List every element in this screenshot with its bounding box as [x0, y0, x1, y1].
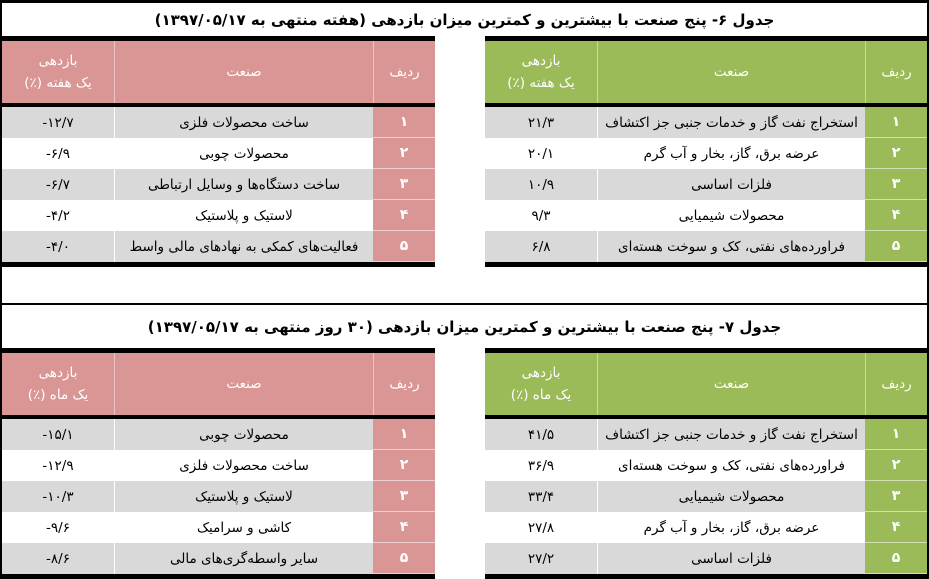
rank-cell: ۱ — [865, 419, 927, 450]
table-row — [485, 138, 927, 169]
value-cell: -۱۲/۷ — [2, 107, 114, 138]
value-cell: -۱۰/۳ — [2, 481, 114, 512]
value-header-line2: یک هفته (٪) — [24, 75, 92, 91]
industry-cell: محصولات شیمیایی — [597, 200, 865, 231]
value-cell: ۲۰/۱ — [485, 138, 597, 169]
value-cell: -۶/۹ — [2, 138, 114, 169]
value-cell: ۲۷/۲ — [485, 543, 597, 574]
value-header-line2: یک ماه (٪) — [27, 387, 89, 403]
table-row — [2, 450, 435, 481]
table7-pair — [2, 348, 927, 579]
value-header-line1: بازدهی — [38, 52, 78, 69]
value-header — [2, 41, 114, 103]
rank-cell: ۲ — [865, 450, 927, 481]
rank-header: ردیف — [373, 41, 435, 103]
table-row — [2, 107, 435, 138]
rank-cell: ۴ — [865, 200, 927, 231]
table-row — [2, 200, 435, 231]
value-header-line1: بازدهی — [38, 364, 78, 381]
rank-cell: ۴ — [373, 200, 435, 231]
industry-cell: ساخت محصولات فلزی — [114, 107, 373, 138]
rank-cell: ۴ — [373, 512, 435, 543]
table-row — [2, 169, 435, 200]
value-cell: ۹/۳ — [485, 200, 597, 231]
rank-cell: ۱ — [373, 419, 435, 450]
rank-cell: ۳ — [865, 169, 927, 200]
table-gap — [435, 348, 485, 579]
table-row — [485, 169, 927, 200]
table-row — [2, 481, 435, 512]
value-header-line1: بازدهی — [521, 364, 561, 381]
rank-cell: ۱ — [865, 107, 927, 138]
rank-cell: ۵ — [373, 231, 435, 262]
table-row — [485, 107, 927, 138]
value-cell: -۶/۷ — [2, 169, 114, 200]
rank-cell: ۳ — [373, 481, 435, 512]
table6-pair — [2, 36, 927, 267]
table-row — [2, 543, 435, 574]
value-header — [2, 353, 114, 415]
value-cell: ۶/۸ — [485, 231, 597, 262]
value-cell: ۲۷/۸ — [485, 512, 597, 543]
industry-cell: ساخت محصولات فلزی — [114, 450, 373, 481]
value-cell: -۱۵/۱ — [2, 419, 114, 450]
industry-cell: عرضه برق، گاز، بخار و آب گرم — [597, 138, 865, 169]
rank-cell: ۵ — [865, 231, 927, 262]
industry-cell: فراورده‌های نفتی، کک و سوخت هسته‌ای — [597, 231, 865, 262]
section-spacer — [2, 267, 927, 303]
value-cell: ۳۳/۴ — [485, 481, 597, 512]
table-gap — [435, 36, 485, 267]
table-row — [485, 450, 927, 481]
industry-cell: ساخت دستگاه‌ها و وسایل ارتباطی — [114, 169, 373, 200]
industry-header: صنعت — [597, 41, 865, 103]
rank-header: ردیف — [865, 41, 927, 103]
rank-cell: ۲ — [373, 450, 435, 481]
table-row — [485, 481, 927, 512]
table6-highest-returns-table — [485, 36, 927, 267]
industry-cell: فعالیت‌های کمکی به نهادهای مالی واسط — [114, 231, 373, 262]
industry-header: صنعت — [597, 353, 865, 415]
industry-cell: کاشی و سرامیک — [114, 512, 373, 543]
industry-header: صنعت — [114, 41, 373, 103]
industry-cell: محصولات چوبی — [114, 138, 373, 169]
table-row — [2, 419, 435, 450]
value-header-line2: یک ماه (٪) — [510, 387, 572, 403]
table-header-row — [485, 353, 927, 419]
table-row — [485, 419, 927, 450]
industry-cell: محصولات شیمیایی — [597, 481, 865, 512]
value-cell: -۹/۶ — [2, 512, 114, 543]
rank-header: ردیف — [373, 353, 435, 415]
table-row — [2, 512, 435, 543]
industry-cell: لاستیک و پلاستیک — [114, 481, 373, 512]
rank-header: ردیف — [865, 353, 927, 415]
value-cell: ۳۶/۹ — [485, 450, 597, 481]
value-header — [485, 353, 597, 415]
table-body — [485, 419, 927, 574]
rank-cell: ۳ — [865, 481, 927, 512]
industry-cell: لاستیک و پلاستیک — [114, 200, 373, 231]
industry-cell: فلزات اساسی — [597, 169, 865, 200]
industry-cell: فراورده‌های نفتی، کک و سوخت هسته‌ای — [597, 450, 865, 481]
value-header — [485, 41, 597, 103]
value-header-line2: یک هفته (٪) — [507, 75, 575, 91]
table-body — [485, 107, 927, 262]
table-header-row — [485, 41, 927, 107]
rank-cell: ۳ — [373, 169, 435, 200]
industry-cell: استخراج نفت گاز و خدمات جنبی جز اکتشاف — [597, 419, 865, 450]
industry-cell: سایر واسطه‌گری‌های مالی — [114, 543, 373, 574]
rank-cell: ۴ — [865, 512, 927, 543]
value-cell: ۲۱/۳ — [485, 107, 597, 138]
table7-title: جدول ۷- پنج صنعت با بیشترین و کمترین میزان بازدهی (۳۰ روز منتهی به ۱۳۹۷/۰۵/۱۷) — [2, 303, 927, 348]
value-cell: ۴۱/۵ — [485, 419, 597, 450]
table6-lowest-returns-table — [2, 36, 435, 267]
table-body — [2, 107, 435, 262]
rank-cell: ۵ — [373, 543, 435, 574]
table7-highest-returns-table — [485, 348, 927, 579]
table6-title: جدول ۶- پنج صنعت با بیشترین و کمترین میزان بازدهی (هفته منتهی به ۱۳۹۷/۰۵/۱۷) — [2, 0, 927, 36]
industry-cell: محصولات چوبی — [114, 419, 373, 450]
industry-cell: عرضه برق، گاز، بخار و آب گرم — [597, 512, 865, 543]
table-header-row — [2, 41, 435, 107]
table-row — [485, 512, 927, 543]
value-cell: ۱۰/۹ — [485, 169, 597, 200]
table7-lowest-returns-table — [2, 348, 435, 579]
rank-cell: ۲ — [373, 138, 435, 169]
value-cell: -۴/۲ — [2, 200, 114, 231]
value-cell: -۴/۰ — [2, 231, 114, 262]
table-row — [2, 138, 435, 169]
industry-cell: فلزات اساسی — [597, 543, 865, 574]
industry-header: صنعت — [114, 353, 373, 415]
value-cell: -۱۲/۹ — [2, 450, 114, 481]
rank-cell: ۱ — [373, 107, 435, 138]
table-row — [2, 231, 435, 262]
table-body — [2, 419, 435, 574]
table-row — [485, 231, 927, 262]
table-row — [485, 543, 927, 574]
table-row — [485, 200, 927, 231]
value-cell: -۸/۶ — [2, 543, 114, 574]
rank-cell: ۵ — [865, 543, 927, 574]
rank-cell: ۲ — [865, 138, 927, 169]
value-header-line1: بازدهی — [521, 52, 561, 69]
table-header-row — [2, 353, 435, 419]
industry-cell: استخراج نفت گاز و خدمات جنبی جز اکتشاف — [597, 107, 865, 138]
